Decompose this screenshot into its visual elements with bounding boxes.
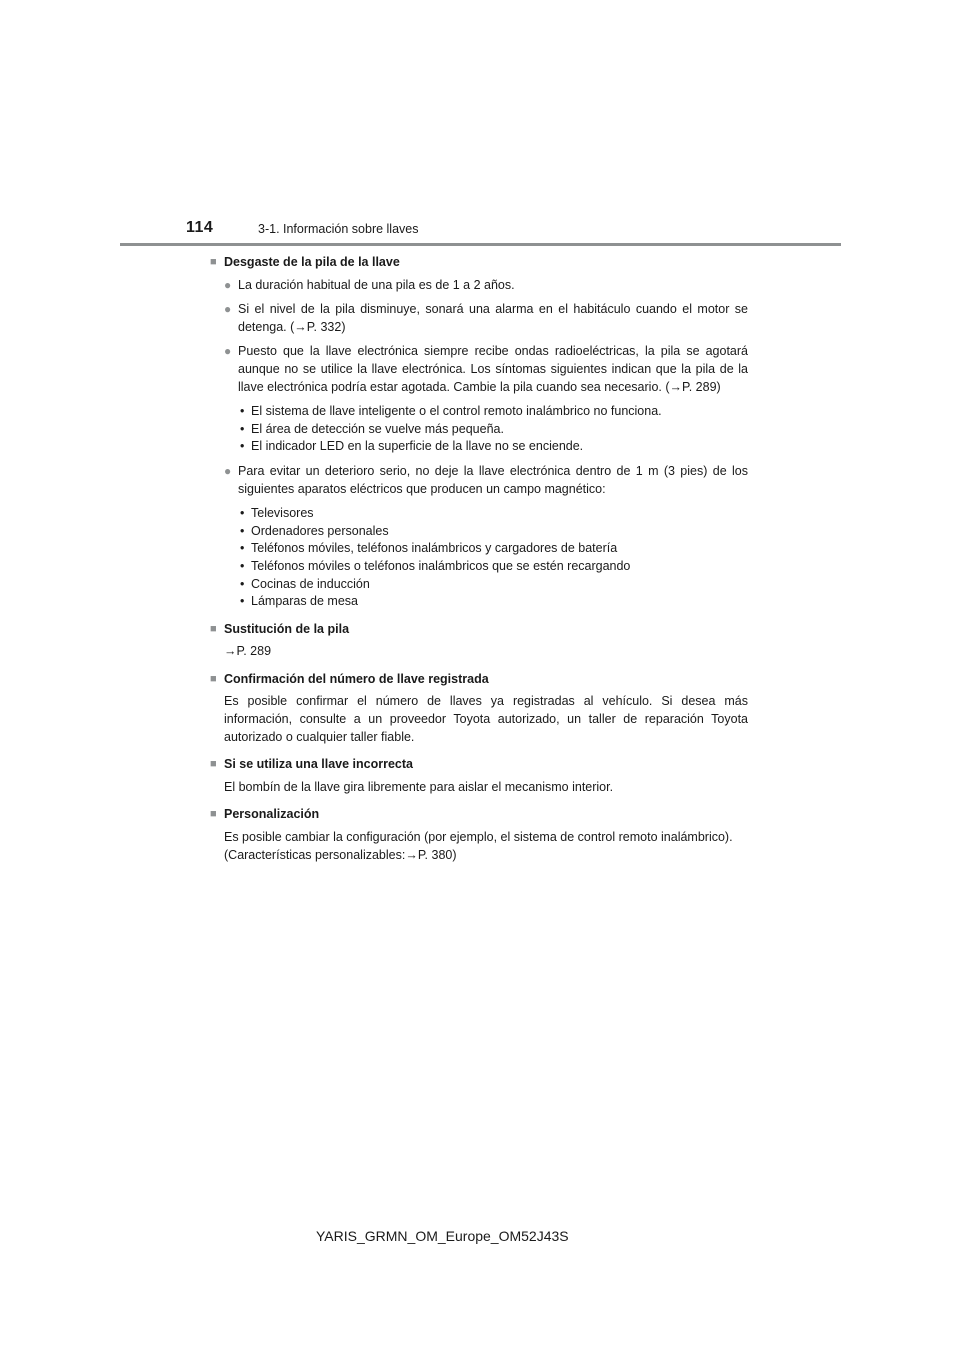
list-item: • Cocinas de inducción <box>240 576 370 591</box>
header-divider <box>120 243 841 246</box>
page-reference: →P. 289 <box>224 644 272 659</box>
section-title-customization: ■ Personalización <box>210 806 748 824</box>
section-body-customization: Es posible cambiar la configuración (por ejemplo, el sistema de control remoto inalámbrico). (Características personalizables:→P. 380) <box>210 829 748 864</box>
list-item: ● Puesto que la llave electrónica siempre recibe ondas radioeléctricas, la pila se agotará aunque no se utilice la llave electrónica. Los síntomas siguientes indican que la pila de la llave electrónica podría estar agotada. Cambie la pila cuando sea necesario. (→P. 289) <box>224 343 748 396</box>
section-body-wrong-key: El bombín de la llave gira libremente para aislar el mecanismo interior. <box>224 779 614 794</box>
section-title-wrong-key: ■ Si se utiliza una llave incorrecta <box>210 756 748 774</box>
list-item: • Lámparas de mesa <box>240 594 359 609</box>
circle-bullet-icon: ● <box>224 302 232 317</box>
list-item: ● La duración habitual de una pila es de 1 a 2 años. <box>224 277 748 295</box>
list-item: ● Para evitar un deterioro serio, no deje la llave electrónica dentro de 1 m (3 pies) de los siguientes aparatos eléctricos que producen un campo magnético: <box>224 463 748 498</box>
circle-bullet-icon: ● <box>224 344 232 359</box>
square-marker-icon: ■ <box>210 808 217 821</box>
section-title-battery-wear: ■ Desgaste de la pila de la llave <box>210 254 748 272</box>
page-number: 114 <box>186 219 214 236</box>
list-item: • El indicador LED en la superficie de la llave no se enciende. <box>240 439 584 454</box>
list-item: • Teléfonos móviles, teléfonos inalámbricos y cargadores de batería <box>240 541 618 556</box>
list-item: • El sistema de llave inteligente o el control remoto inalámbrico no funciona. <box>240 404 662 419</box>
square-marker-icon: ■ <box>210 256 217 268</box>
page-header <box>0 0 960 250</box>
list-item: • Televisores <box>240 506 314 521</box>
list-item: ● Si el nivel de la pila disminuye, sonará una alarma en el habitáculo cuando el motor se detenga. (→P. 332) <box>224 301 748 336</box>
section-title-battery-replacement: ■ Sustitución de la pila <box>210 621 748 639</box>
section-body-battery-replacement <box>210 643 748 661</box>
circle-bullet-icon: ● <box>224 277 232 292</box>
section-title-key-number: ■ Confirmación del número de llave registrada <box>210 671 748 689</box>
list-item: • El área de detección se vuelve más pequeña. <box>240 421 504 436</box>
appliance-list <box>224 505 748 611</box>
symptom-list <box>224 403 748 456</box>
page-reference: (Características personalizables:→P. 380) <box>224 847 457 862</box>
section-breadcrumb: 3-1. Información sobre llaves <box>258 222 419 236</box>
section-body-key-number: Es posible confirmar el número de llaves ya registradas al vehículo. Si desea más información, consulte a un proveedor Toyota autorizado, un taller de reparación Toyota autorizado o cualquier taller fiable. <box>224 694 748 744</box>
page-content <box>210 254 748 874</box>
square-marker-icon: ■ <box>210 672 217 685</box>
circle-bullet-icon: ● <box>224 463 232 478</box>
list-item: • Ordenadores personales <box>240 523 389 538</box>
list-item: • Teléfonos móviles o teléfonos inalámbricos que se estén recargando <box>240 558 631 573</box>
section-body-battery-wear <box>210 277 748 611</box>
document-code: YARIS_GRMN_OM_Europe_OM52J43S <box>316 1228 569 1244</box>
square-marker-icon: ■ <box>210 758 217 771</box>
square-marker-icon: ■ <box>210 622 217 635</box>
